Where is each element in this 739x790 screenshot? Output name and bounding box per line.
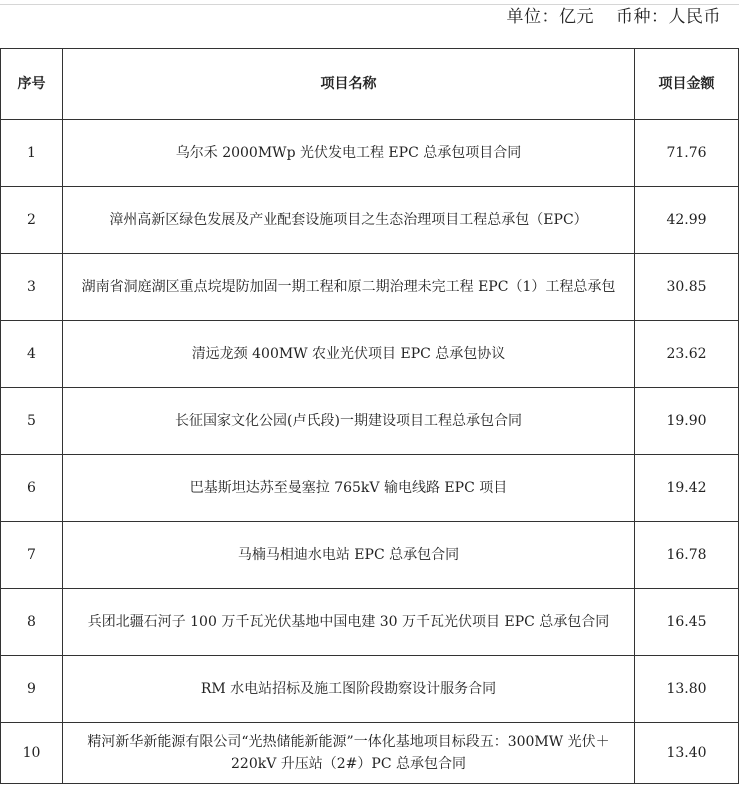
row-amount: 30.85	[635, 254, 739, 321]
unit-label: 单位：亿元	[506, 7, 594, 27]
table-row	[1, 455, 739, 522]
row-amount: 16.78	[635, 522, 739, 589]
row-project-name: 漳州高新区绿色发展及产业配套设施项目之生态治理项目工程总承包（EPC）	[63, 187, 635, 254]
table-row	[1, 522, 739, 589]
currency-label: 币种：人民币	[616, 7, 721, 27]
row-amount: 42.99	[635, 187, 739, 254]
row-project-name: 巴基斯坦达苏至曼塞拉 765kV 输电线路 EPC 项目	[63, 455, 635, 522]
row-index: 8	[1, 589, 63, 656]
table-header-row	[1, 49, 739, 120]
row-project-name: 清远龙颈 400MW 农业光伏项目 EPC 总承包协议	[63, 321, 635, 388]
row-index: 7	[1, 522, 63, 589]
table-row	[1, 388, 739, 455]
row-index: 6	[1, 455, 63, 522]
row-amount: 19.90	[635, 388, 739, 455]
table-row	[1, 656, 739, 723]
row-index: 10	[1, 723, 63, 784]
row-project-name: 兵团北疆石河子 100 万千瓦光伏基地中国电建 30 万千瓦光伏项目 EPC 总承包合同	[63, 589, 635, 656]
row-index: 2	[1, 187, 63, 254]
contracts-table	[0, 48, 739, 784]
row-amount: 13.40	[635, 723, 739, 784]
row-index: 1	[1, 120, 63, 187]
table-row	[1, 321, 739, 388]
row-index: 9	[1, 656, 63, 723]
row-project-name: 长征国家文化公园(卢氏段)一期建设项目工程总承包合同	[63, 388, 635, 455]
row-project-name: 精河新华新能源有限公司“光热储能新能源”一体化基地项目标段五：300MW 光伏＋220kV 升压站（2#）PC 总承包合同	[63, 723, 635, 784]
table-row	[1, 187, 739, 254]
header-project-name: 项目名称	[63, 49, 635, 120]
header-index: 序号	[1, 49, 63, 120]
row-project-name: 湖南省洞庭湖区重点垸堤防加固一期工程和原二期治理未完工程 EPC（1）工程总承包	[63, 254, 635, 321]
table-row	[1, 589, 739, 656]
header-amount: 项目金额	[635, 49, 739, 120]
row-project-name: RM 水电站招标及施工图阶段勘察设计服务合同	[63, 656, 635, 723]
row-index: 4	[1, 321, 63, 388]
row-amount: 13.80	[635, 656, 739, 723]
table-row	[1, 120, 739, 187]
row-project-name: 乌尔禾 2000MWp 光伏发电工程 EPC 总承包项目合同	[63, 120, 635, 187]
row-amount: 19.42	[635, 455, 739, 522]
row-amount: 16.45	[635, 589, 739, 656]
row-amount: 71.76	[635, 120, 739, 187]
row-amount: 23.62	[635, 321, 739, 388]
row-index: 5	[1, 388, 63, 455]
unit-currency-line	[507, 4, 722, 30]
table-row	[1, 723, 739, 784]
row-index: 3	[1, 254, 63, 321]
table-row	[1, 254, 739, 321]
row-project-name: 马楠马相迪水电站 EPC 总承包合同	[63, 522, 635, 589]
